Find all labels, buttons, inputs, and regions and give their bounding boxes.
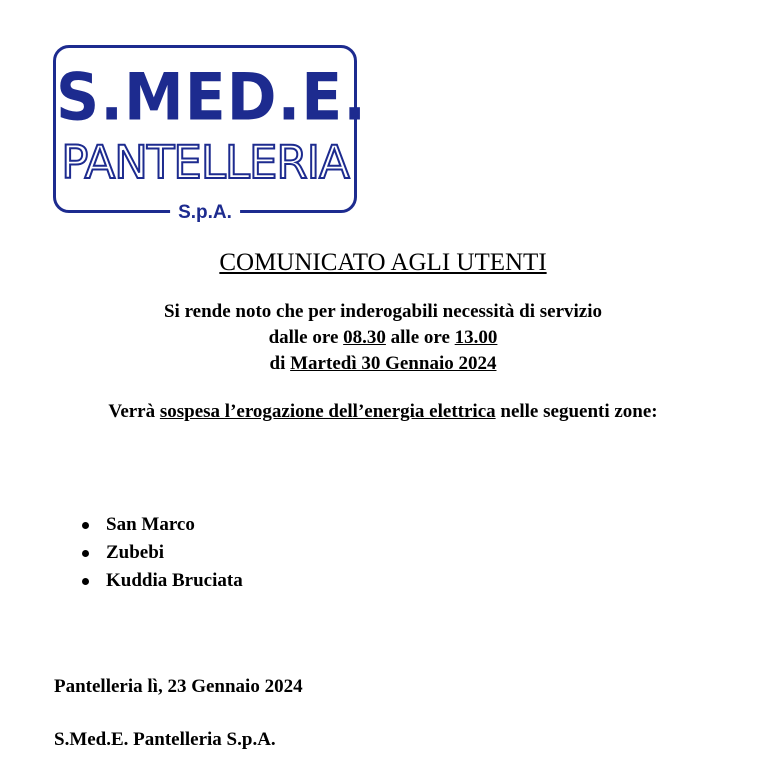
signature: S.Med.E. Pantelleria S.p.A. [54,729,276,750]
outage-date: Martedì 30 Gennaio 2024 [290,353,497,374]
logo-title: S.MED.E. [56,60,368,136]
place-date: Pantelleria lì, 23 Gennaio 2024 [54,676,303,697]
logo-subtitle: PANTELLERIA [61,136,349,189]
page-title: COMUNICATO AGLI UTENTI [219,249,547,276]
end-time: 13.00 [454,327,498,348]
bullet-icon [82,578,89,585]
start-time: 08.30 [343,327,386,348]
company-logo [53,45,368,223]
zone-list [82,511,243,595]
notice-line-3: di Martedì 30 Gennaio 2024 [269,353,497,374]
bullet-icon [82,522,89,529]
interruption-highlight: sospesa l’erogazione dell’energia elettrica [159,401,496,422]
list-item: San Marco [82,511,243,539]
notice-line-1: Si rende noto che per inderogabili necessità di servizio [163,301,603,322]
notice-text [0,299,766,377]
list-item: Zubebi [82,539,243,567]
bullet-icon [82,550,89,557]
notice-line-2: dalle ore 08.30 alle ore 13.00 [268,327,498,348]
logo-suffix: S.p.A. [170,202,240,224]
list-item: Kuddia Bruciata [82,567,243,595]
interruption-text: Verrà sospesa l’erogazione dell’energia elettrica nelle seguenti zone: [108,401,658,422]
